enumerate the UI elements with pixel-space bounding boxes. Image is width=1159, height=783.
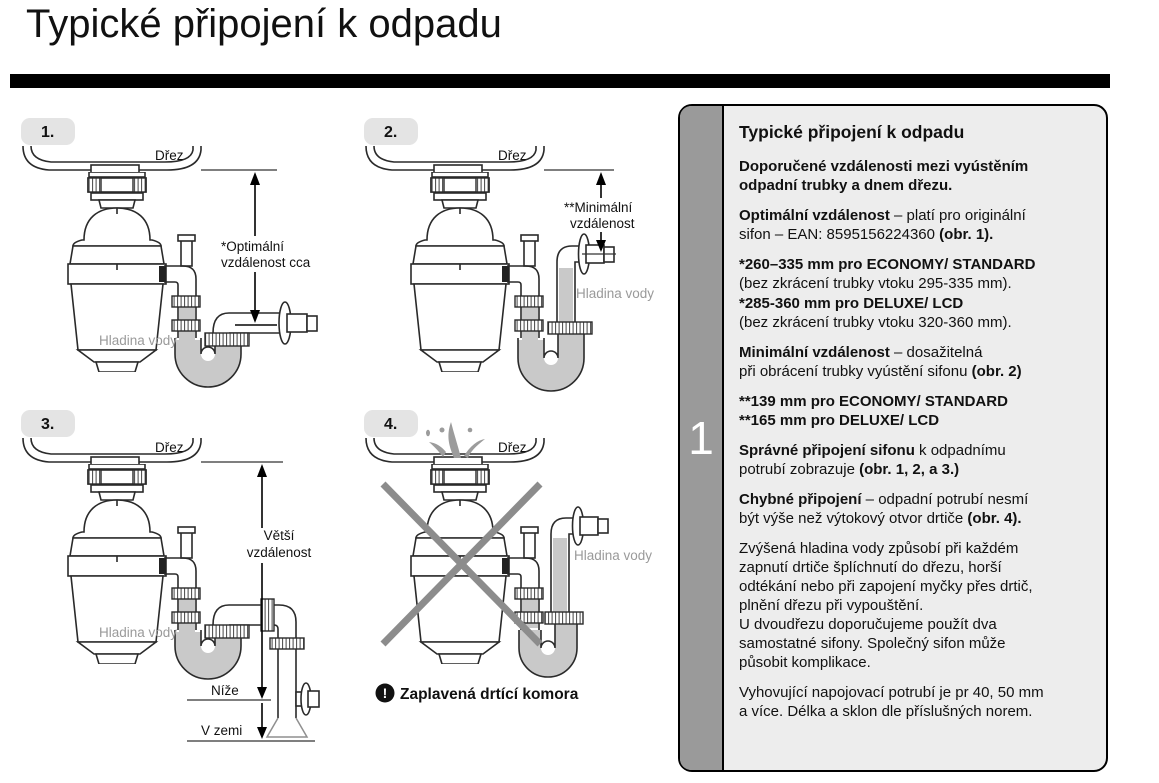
floor-flare <box>267 718 307 737</box>
figure-3-badge <box>21 410 75 437</box>
paragraph-deluxe-lcd: *285-360 mm pro DELUXE/ LCD (bez zkrácení trubky vtoku 320-360 mm). <box>739 295 1012 331</box>
sink-drawing <box>366 146 614 173</box>
figure-3 <box>15 400 347 783</box>
water-splash-icon <box>426 422 485 458</box>
level-lower-label: Níže <box>211 683 239 698</box>
sink-drawing <box>23 146 277 173</box>
water-level-label: Hladina vody <box>99 625 178 640</box>
svg-text:vzdálenost cca: vzdálenost cca <box>221 255 311 270</box>
vent-stub <box>524 532 535 558</box>
figure-2 <box>358 108 690 400</box>
paragraph-suitable-piping: Vyhovující napojovací potrubí je pr 40, 50 mm a více. Délka a sklon dle příslušných norem. <box>739 684 1044 720</box>
figure-4-caption <box>376 684 579 704</box>
wall-flange <box>296 683 319 715</box>
info-panel <box>678 104 1108 772</box>
water-level-label: Hladina vody <box>576 286 655 301</box>
union-nut <box>261 599 274 631</box>
caption-text: Zaplavená drtící komora <box>400 686 579 703</box>
level-ground-label: V zemi <box>201 723 243 738</box>
paragraph-recommended-distances: Doporučené vzdálenosti mezi vyústěním odpadní trubky a dnem dřezu. <box>739 158 1029 194</box>
wall-flange <box>573 507 609 545</box>
water-level-label: Hladina vody <box>574 548 653 563</box>
info-panel-body <box>724 106 1106 770</box>
dimension-label: Větší <box>263 528 295 543</box>
section-number-strip <box>680 106 724 770</box>
dimension-label: *Optimální <box>221 239 285 254</box>
svg-text:4.: 4. <box>384 416 398 433</box>
dimension-label: **Minimální <box>564 200 633 215</box>
svg-text:2.: 2. <box>384 124 398 141</box>
vent-stub <box>181 240 192 266</box>
wall-flange <box>279 302 317 344</box>
figure-4 <box>358 400 690 730</box>
figure-1 <box>15 108 347 400</box>
drain-plumbing <box>507 507 608 677</box>
paragraph-economy-standard: *260–335 mm pro ECONOMY/ STANDARD (bez zkrácení trubky vtoku 295-335 mm). <box>739 256 1036 292</box>
paragraph-correct-connection: Správné připojení sifonu k odpadnímu potrubí zobrazuje (obr. 1, 2, a 3.) <box>739 442 1006 478</box>
paragraph-wrong-connection: Chybné připojení – odpadní potrubí nesmí být výše než výtokový otvor drtiče (obr. 4). <box>739 491 1029 527</box>
svg-text:vzdálenost: vzdálenost <box>246 545 312 560</box>
paragraph-optimal-distance: Optimální vzdálenost – platí pro originální sifon – EAN: 8595156224360 (obr. 1). <box>739 207 1026 243</box>
svg-text:3.: 3. <box>41 416 55 433</box>
drain-plumbing <box>507 234 616 391</box>
svg-text:1.: 1. <box>41 124 55 141</box>
title-divider <box>10 74 1110 88</box>
page-title: Typické připojení k odpadu <box>26 2 502 46</box>
sink-label: Dřez <box>498 148 527 163</box>
panel-heading: Typické připojení k odpadu <box>739 122 965 142</box>
disposer-unit <box>411 172 509 372</box>
svg-text:!: ! <box>382 685 388 701</box>
paragraph-minimal-distance: Minimální vzdálenost – dosažitelná při obrácení trubky vyústění sifonu (obr. 2) <box>739 344 1022 380</box>
water-level-label: Hladina vody <box>99 333 178 348</box>
figure-1-badge <box>21 118 75 145</box>
paragraph-min-values: **139 mm pro ECONOMY/ STANDARD **165 mm pro DELUXE/ LCD <box>739 393 1008 429</box>
svg-text:vzdálenost: vzdálenost <box>570 216 635 231</box>
vent-stub <box>524 240 535 266</box>
figure-2-badge <box>364 118 418 145</box>
sink-drawing <box>23 438 283 465</box>
paragraph-raised-water-level: Zvýšená hladina vody způsobí při každém zapnutí drtiče šplíchnutí do dřezu, horší odtékání nebo při zapojení myčky přes drtič, plnění dřezu při vypouštění. U dvoudřezu doporučujeme použít dva samostatné sifony. Společný sifon může působit komplikace. <box>739 540 1033 671</box>
sink-label: Dřez <box>498 440 527 455</box>
sink-label: Dřez <box>155 148 184 163</box>
sink-label: Dřez <box>155 440 184 455</box>
figure-4-badge <box>364 410 418 437</box>
vent-stub <box>181 532 192 558</box>
section-number: 1 <box>688 412 714 464</box>
